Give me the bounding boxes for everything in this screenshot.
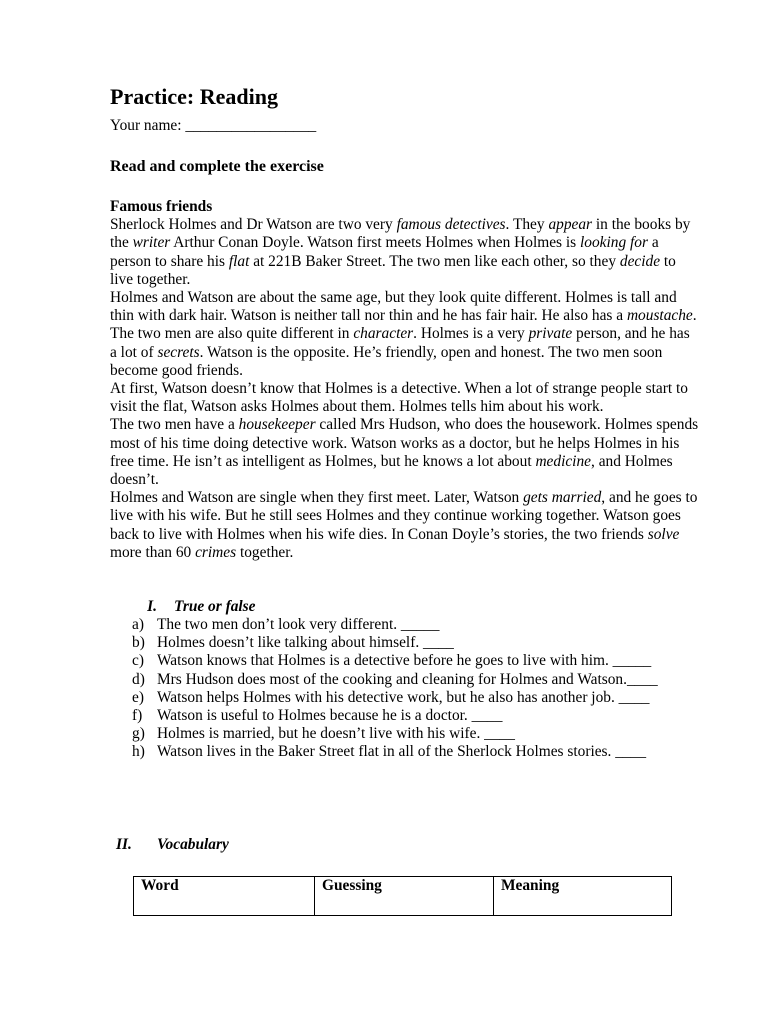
list-item (110, 689, 710, 707)
text-run: to live together. (110, 252, 676, 288)
text-run: a person to share his (110, 234, 659, 270)
vocab-term: secrets (157, 343, 200, 361)
vocab-term: moustache (626, 307, 693, 325)
text-run: . The two men are also quite different in (110, 307, 697, 343)
text-run: in the books by the (110, 216, 691, 252)
list-item (110, 671, 710, 689)
vocab-term: looking for (580, 234, 648, 252)
story-paragraph (110, 416, 700, 489)
item-statement: Watson lives in the Baker Street flat in all of the Sherlock Holmes stories. ____ (157, 743, 647, 761)
exercise-instruction: Read and complete the exercise (110, 158, 324, 175)
item-letter: f) (132, 707, 143, 725)
story-paragraph (110, 489, 700, 562)
section-vocabulary-heading (110, 836, 229, 854)
item-statement: Watson helps Holmes with his detective work, but he also has another job. ____ (157, 688, 650, 706)
table-row (134, 877, 672, 916)
section-numeral: I. (147, 598, 157, 615)
vocab-term: private (528, 325, 573, 343)
vocab-term: decide (619, 252, 661, 270)
text-run: . They (505, 216, 549, 234)
story-paragraph (110, 289, 700, 380)
list-item (110, 652, 710, 670)
vocabulary-table (133, 876, 672, 916)
text-run: The two men have a (110, 416, 239, 434)
column-header-meaning: Meaning (494, 877, 672, 916)
vocab-term: medicine (535, 452, 591, 470)
vocab-term: writer (132, 234, 171, 252)
item-statement: Holmes is married, but he doesn’t live with his wife. ____ (157, 725, 515, 743)
vocab-term: appear (548, 216, 593, 234)
story-paragraph (110, 380, 700, 416)
column-header-word: Word (134, 877, 315, 916)
item-letter: d) (132, 670, 145, 688)
text-run: Arthur Conan Doyle. Watson first meets Holmes when Holmes is (170, 234, 580, 252)
item-letter: c) (132, 652, 144, 670)
text-run: . Holmes is a very (413, 325, 529, 343)
item-statement: Watson knows that Holmes is a detective before he goes to live with him. _____ (157, 652, 652, 670)
vocab-term: solve (647, 525, 680, 543)
list-item (110, 743, 710, 761)
vocab-term: crimes (195, 543, 237, 561)
column-header-guessing: Guessing (315, 877, 494, 916)
item-statement: Watson is useful to Holmes because he is a doctor. ____ (157, 707, 503, 725)
text-run: more than 60 (110, 543, 196, 561)
vocab-term: flat (228, 252, 250, 270)
reading-passage (110, 198, 700, 562)
text-run: together. (236, 543, 294, 561)
story-paragraph (110, 216, 700, 289)
item-statement: Holmes doesn’t like talking about himself. ____ (157, 634, 454, 652)
list-item (110, 725, 710, 743)
vocab-term: famous detectives (396, 216, 506, 234)
item-letter: e) (132, 688, 144, 706)
text-run: Holmes and Watson are about the same age, but they look quite different. Holmes is tall and thin with dark hair. Watson is neither tall nor thin and he has fair hair. He also has a (110, 289, 677, 325)
section-numeral: II. (116, 836, 132, 853)
list-item (110, 616, 710, 634)
section-label: Vocabulary (157, 836, 229, 853)
story-title: Famous friends (110, 198, 213, 215)
item-letter: g) (132, 725, 145, 743)
item-letter: a) (132, 616, 144, 633)
text-run: At first, Watson doesn’t know that Holmes is a detective. When a lot of strange people start to visit the flat, Watson asks Holmes about them. Holmes tells him about his work. (110, 380, 688, 416)
item-statement: Mrs Hudson does most of the cooking and cleaning for Holmes and Watson.____ (157, 670, 658, 688)
text-run: . Watson is the opposite. He’s friendly, open and honest. The two men soon become good friends. (110, 343, 663, 379)
text-run: Holmes and Watson are single when they first meet. Later, Watson (110, 489, 524, 507)
vocab-term: housekeeper (238, 416, 316, 434)
list-item (110, 634, 710, 652)
text-run: at 221B Baker Street. The two men like each other, so they (249, 252, 620, 270)
section-label: True or false (174, 598, 256, 615)
text-run: called Mrs Hudson, who does the housework. Holmes spends most of his time doing detective work. Watson works as a doctor, but he helps Holmes in his free time. He isn’t as intelligent as Holmes, but he knows a lot about (110, 416, 699, 470)
list-item (110, 707, 710, 725)
name-field-line: Your name: _________________ (110, 117, 317, 134)
text-run: , and Holmes doesn’t. (110, 452, 673, 489)
story-body (110, 216, 700, 562)
item-letter: h) (132, 743, 145, 761)
text-run: , and he goes to live with his wife. But he still sees Holmes and they continue working together. Watson goes back to live with Holmes when his wife dies. In Conan Doyle’s stories, the two friends (110, 489, 698, 543)
section-true-false-heading (110, 598, 710, 616)
text-run: Sherlock Holmes and Dr Watson are two very (110, 216, 397, 234)
item-letter: b) (132, 634, 145, 652)
text-run: person, and he has a lot of (110, 325, 690, 361)
vocab-term: gets married (523, 489, 602, 507)
page-title: Practice: Reading (110, 84, 278, 109)
item-statement: The two men don’t look very different. _____ (157, 616, 440, 633)
true-false-list (110, 616, 710, 762)
vocab-term: character (353, 325, 414, 343)
